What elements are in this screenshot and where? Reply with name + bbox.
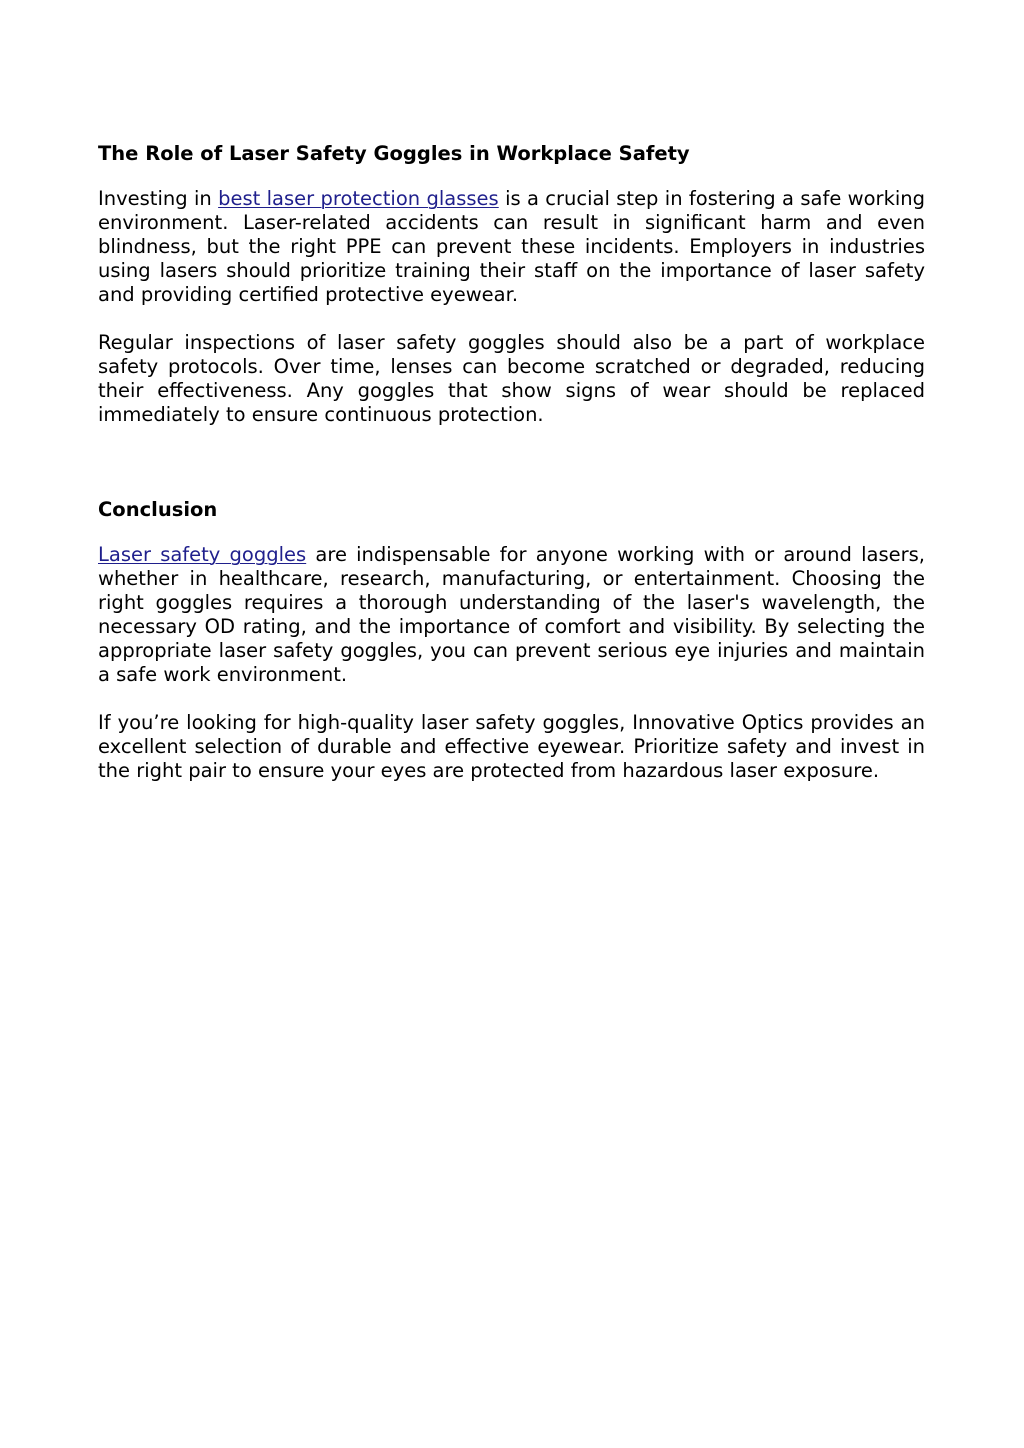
paragraph-text: are indispensable for anyone working with or around lasers, whether in healthcare, research, manufacturing, or entertainment. Choosing the right goggles requires a thorough understanding of the laser's wavelength, the necessary OD rating, and the importance of comfort and visibility. By selecting the appropriate laser safety goggles, you can prevent serious eye injuries and maintain a safe work environment.	[98, 543, 926, 686]
best-laser-protection-glasses-link[interactable]: best laser protection glasses	[218, 187, 499, 210]
laser-safety-goggles-link[interactable]: Laser safety goggles	[98, 543, 307, 566]
section-heading-conclusion: Conclusion	[98, 498, 218, 521]
paragraph-innovative-optics: If you’re looking for high-quality laser safety goggles, Innovative Optics provides an excellent selection of durable and effective eyewear. Prioritize safety and invest in the right pair to ensure your eyes are protected from hazardous laser exposure.	[98, 711, 925, 782]
paragraph-text: Investing in	[98, 187, 219, 210]
document-page	[98, 140, 925, 783]
paragraph-conclusion	[98, 543, 925, 687]
paragraph-text: is a crucial step in fostering a safe working environment. Laser-related accidents can result in significant harm and even blindness, but the right PPE can prevent these incidents. Employers in industries using lasers should prioritize training their staff on the importance of laser safety and providing certified protective eyewear.	[98, 187, 926, 306]
section-heading-workplace-safety: The Role of Laser Safety Goggles in Workplace Safety	[98, 142, 690, 165]
paragraph-regular-inspections: Regular inspections of laser safety goggles should also be a part of workplace safety protocols. Over time, lenses can become scratched or degraded, reducing their effectiveness. Any goggles that show signs of wear should be replaced immediately to ensure continuous protection.	[98, 331, 925, 426]
paragraph-investing	[98, 187, 925, 307]
